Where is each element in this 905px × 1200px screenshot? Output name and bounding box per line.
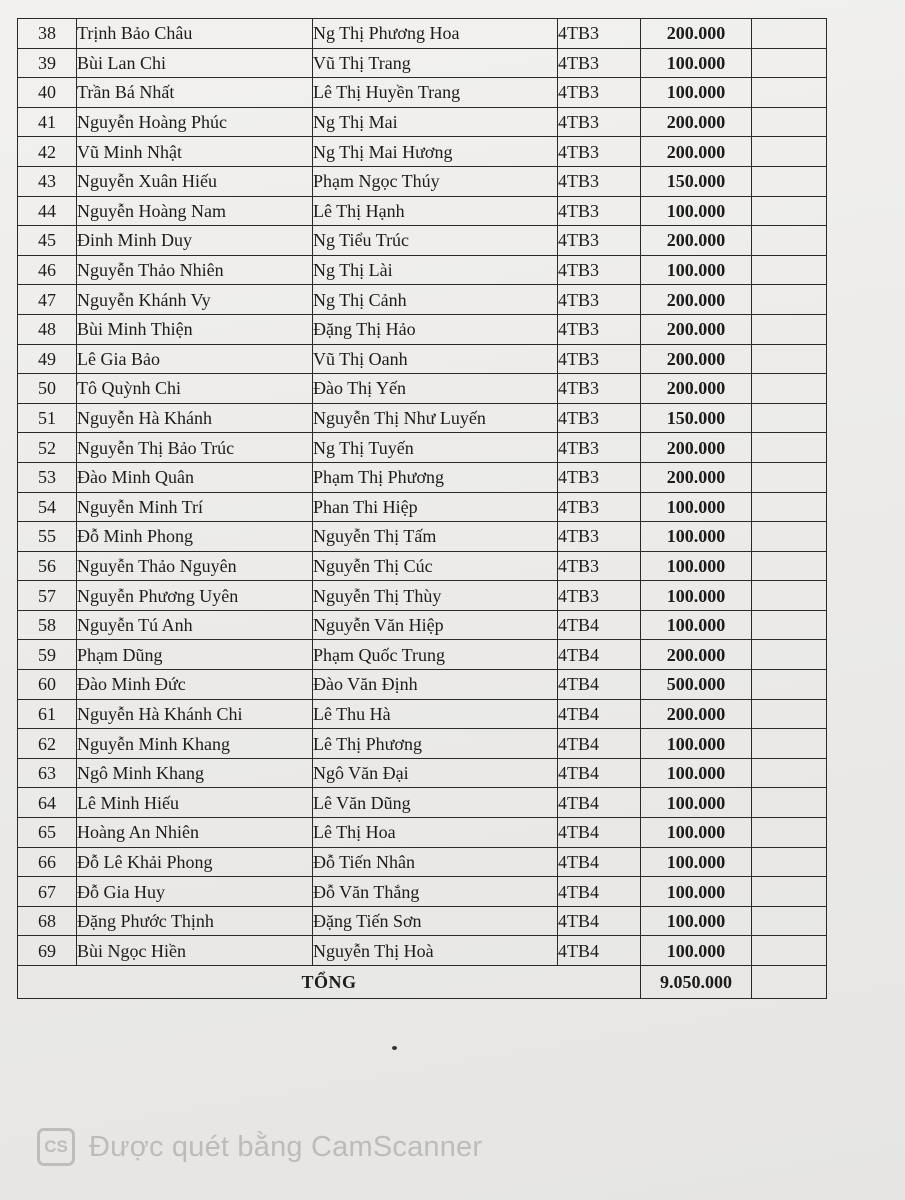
note-cell bbox=[752, 758, 827, 788]
table-row bbox=[18, 137, 827, 167]
row-number: 59 bbox=[18, 640, 77, 670]
table-row bbox=[18, 19, 827, 49]
amount: 150.000 bbox=[641, 166, 752, 196]
note-cell bbox=[752, 818, 827, 848]
parent-name: Phan Thi Hiệp bbox=[313, 492, 558, 522]
amount: 100.000 bbox=[641, 48, 752, 78]
amount: 100.000 bbox=[641, 877, 752, 907]
class-code: 4TB4 bbox=[558, 877, 641, 907]
amount: 200.000 bbox=[641, 137, 752, 167]
note-cell bbox=[752, 640, 827, 670]
parent-name: Lê Thị Hoa bbox=[313, 818, 558, 848]
contribution-table bbox=[17, 18, 827, 999]
student-name: Trịnh Bảo Châu bbox=[77, 19, 313, 49]
class-code: 4TB4 bbox=[558, 670, 641, 700]
table-row bbox=[18, 699, 827, 729]
note-cell bbox=[752, 226, 827, 256]
class-code: 4TB3 bbox=[558, 433, 641, 463]
class-code: 4TB3 bbox=[558, 48, 641, 78]
student-name: Trần Bá Nhất bbox=[77, 78, 313, 108]
class-code: 4TB4 bbox=[558, 758, 641, 788]
class-code: 4TB3 bbox=[558, 314, 641, 344]
class-code: 4TB4 bbox=[558, 610, 641, 640]
parent-name: Nguyễn Thị Như Luyến bbox=[313, 403, 558, 433]
note-cell bbox=[752, 670, 827, 700]
row-number: 39 bbox=[18, 48, 77, 78]
amount: 150.000 bbox=[641, 403, 752, 433]
class-code: 4TB3 bbox=[558, 285, 641, 315]
class-code: 4TB4 bbox=[558, 640, 641, 670]
row-number: 63 bbox=[18, 758, 77, 788]
table-row bbox=[18, 344, 827, 374]
ink-dot bbox=[392, 1046, 397, 1050]
note-cell bbox=[752, 877, 827, 907]
row-number: 64 bbox=[18, 788, 77, 818]
table-row bbox=[18, 107, 827, 137]
table-row bbox=[18, 610, 827, 640]
parent-name: Phạm Quốc Trung bbox=[313, 640, 558, 670]
class-code: 4TB3 bbox=[558, 226, 641, 256]
note-cell bbox=[752, 196, 827, 226]
table-row bbox=[18, 48, 827, 78]
table-row bbox=[18, 226, 827, 256]
amount: 100.000 bbox=[641, 758, 752, 788]
row-number: 52 bbox=[18, 433, 77, 463]
row-number: 53 bbox=[18, 462, 77, 492]
parent-name: Nguyễn Thị Cúc bbox=[313, 551, 558, 581]
table-row bbox=[18, 729, 827, 759]
student-name: Nguyễn Minh Khang bbox=[77, 729, 313, 759]
parent-name: Phạm Ngọc Thúy bbox=[313, 166, 558, 196]
table-row bbox=[18, 492, 827, 522]
note-cell bbox=[752, 344, 827, 374]
row-number: 61 bbox=[18, 699, 77, 729]
row-number: 44 bbox=[18, 196, 77, 226]
parent-name: Đào Văn Định bbox=[313, 670, 558, 700]
amount: 200.000 bbox=[641, 374, 752, 404]
parent-name: Đào Thị Yến bbox=[313, 374, 558, 404]
parent-name: Ng Tiểu Trúc bbox=[313, 226, 558, 256]
student-name: Phạm Dũng bbox=[77, 640, 313, 670]
note-cell bbox=[752, 966, 827, 999]
class-code: 4TB3 bbox=[558, 196, 641, 226]
class-code: 4TB4 bbox=[558, 906, 641, 936]
student-name: Đặng Phước Thịnh bbox=[77, 906, 313, 936]
class-code: 4TB3 bbox=[558, 166, 641, 196]
class-code: 4TB3 bbox=[558, 344, 641, 374]
student-name: Nguyễn Thị Bảo Trúc bbox=[77, 433, 313, 463]
student-name: Bùi Lan Chi bbox=[77, 48, 313, 78]
note-cell bbox=[752, 492, 827, 522]
table-row bbox=[18, 818, 827, 848]
table-row bbox=[18, 906, 827, 936]
parent-name: Đỗ Tiến Nhân bbox=[313, 847, 558, 877]
table-row bbox=[18, 758, 827, 788]
class-code: 4TB3 bbox=[558, 403, 641, 433]
table-row bbox=[18, 640, 827, 670]
amount: 200.000 bbox=[641, 107, 752, 137]
student-name: Nguyễn Thảo Nguyên bbox=[77, 551, 313, 581]
amount: 200.000 bbox=[641, 699, 752, 729]
row-number: 69 bbox=[18, 936, 77, 966]
camscanner-logo-icon: CS bbox=[37, 1128, 75, 1166]
student-name: Lê Minh Hiếu bbox=[77, 788, 313, 818]
amount: 100.000 bbox=[641, 906, 752, 936]
row-number: 38 bbox=[18, 19, 77, 49]
amount: 200.000 bbox=[641, 433, 752, 463]
class-code: 4TB3 bbox=[558, 19, 641, 49]
class-code: 4TB3 bbox=[558, 551, 641, 581]
parent-name: Lê Văn Dũng bbox=[313, 788, 558, 818]
note-cell bbox=[752, 936, 827, 966]
table-row bbox=[18, 166, 827, 196]
table-row bbox=[18, 522, 827, 552]
note-cell bbox=[752, 906, 827, 936]
note-cell bbox=[752, 403, 827, 433]
student-name: Đào Minh Đức bbox=[77, 670, 313, 700]
parent-name: Ng Thị Lài bbox=[313, 255, 558, 285]
student-name: Nguyễn Phương Uyên bbox=[77, 581, 313, 611]
student-name: Nguyễn Thảo Nhiên bbox=[77, 255, 313, 285]
amount: 100.000 bbox=[641, 492, 752, 522]
row-number: 50 bbox=[18, 374, 77, 404]
table-body bbox=[18, 19, 827, 999]
row-number: 66 bbox=[18, 847, 77, 877]
amount: 100.000 bbox=[641, 818, 752, 848]
row-number: 60 bbox=[18, 670, 77, 700]
student-name: Lê Gia Bảo bbox=[77, 344, 313, 374]
student-name: Nguyễn Minh Trí bbox=[77, 492, 313, 522]
note-cell bbox=[752, 462, 827, 492]
student-name: Đào Minh Quân bbox=[77, 462, 313, 492]
parent-name: Vũ Thị Oanh bbox=[313, 344, 558, 374]
row-number: 49 bbox=[18, 344, 77, 374]
total-label: TỔNG bbox=[18, 966, 641, 999]
parent-name: Lê Thị Hạnh bbox=[313, 196, 558, 226]
class-code: 4TB4 bbox=[558, 699, 641, 729]
amount: 100.000 bbox=[641, 936, 752, 966]
class-code: 4TB4 bbox=[558, 936, 641, 966]
note-cell bbox=[752, 522, 827, 552]
parent-name: Nguyễn Thị Thùy bbox=[313, 581, 558, 611]
parent-name: Lê Thị Phương bbox=[313, 729, 558, 759]
row-number: 54 bbox=[18, 492, 77, 522]
row-number: 68 bbox=[18, 906, 77, 936]
class-code: 4TB4 bbox=[558, 729, 641, 759]
row-number: 67 bbox=[18, 877, 77, 907]
total-value: 9.050.000 bbox=[641, 966, 752, 999]
row-number: 55 bbox=[18, 522, 77, 552]
parent-name: Đặng Thị Hảo bbox=[313, 314, 558, 344]
table-row bbox=[18, 670, 827, 700]
table-row bbox=[18, 551, 827, 581]
note-cell bbox=[752, 551, 827, 581]
parent-name: Ng Thị Cảnh bbox=[313, 285, 558, 315]
table-row bbox=[18, 196, 827, 226]
student-name: Đỗ Lê Khải Phong bbox=[77, 847, 313, 877]
amount: 100.000 bbox=[641, 78, 752, 108]
parent-name: Lê Thu Hà bbox=[313, 699, 558, 729]
table-row bbox=[18, 936, 827, 966]
class-code: 4TB3 bbox=[558, 462, 641, 492]
amount: 200.000 bbox=[641, 314, 752, 344]
amount: 100.000 bbox=[641, 551, 752, 581]
table-row bbox=[18, 462, 827, 492]
row-number: 57 bbox=[18, 581, 77, 611]
parent-name: Đặng Tiến Sơn bbox=[313, 906, 558, 936]
table-row bbox=[18, 285, 827, 315]
table-row bbox=[18, 78, 827, 108]
class-code: 4TB3 bbox=[558, 255, 641, 285]
parent-name: Nguyễn Văn Hiệp bbox=[313, 610, 558, 640]
note-cell bbox=[752, 166, 827, 196]
table-row bbox=[18, 403, 827, 433]
amount: 200.000 bbox=[641, 462, 752, 492]
note-cell bbox=[752, 610, 827, 640]
class-code: 4TB3 bbox=[558, 137, 641, 167]
student-name: Bùi Ngọc Hiền bbox=[77, 936, 313, 966]
row-number: 47 bbox=[18, 285, 77, 315]
student-name: Đinh Minh Duy bbox=[77, 226, 313, 256]
class-code: 4TB3 bbox=[558, 107, 641, 137]
student-name: Nguyễn Hà Khánh bbox=[77, 403, 313, 433]
table-row bbox=[18, 788, 827, 818]
class-code: 4TB4 bbox=[558, 847, 641, 877]
note-cell bbox=[752, 48, 827, 78]
amount: 100.000 bbox=[641, 581, 752, 611]
table-row bbox=[18, 314, 827, 344]
parent-name: Vũ Thị Trang bbox=[313, 48, 558, 78]
amount: 200.000 bbox=[641, 285, 752, 315]
student-name: Ngô Minh Khang bbox=[77, 758, 313, 788]
parent-name: Ngô Văn Đại bbox=[313, 758, 558, 788]
note-cell bbox=[752, 314, 827, 344]
amount: 100.000 bbox=[641, 729, 752, 759]
student-name: Nguyễn Hoàng Phúc bbox=[77, 107, 313, 137]
note-cell bbox=[752, 78, 827, 108]
amount: 200.000 bbox=[641, 19, 752, 49]
note-cell bbox=[752, 433, 827, 463]
parent-name: Nguyễn Thị Tấm bbox=[313, 522, 558, 552]
student-name: Tô Quỳnh Chi bbox=[77, 374, 313, 404]
row-number: 62 bbox=[18, 729, 77, 759]
note-cell bbox=[752, 374, 827, 404]
parent-name: Đỗ Văn Thắng bbox=[313, 877, 558, 907]
note-cell bbox=[752, 581, 827, 611]
row-number: 48 bbox=[18, 314, 77, 344]
amount: 200.000 bbox=[641, 226, 752, 256]
row-number: 41 bbox=[18, 107, 77, 137]
amount: 100.000 bbox=[641, 255, 752, 285]
table-row bbox=[18, 433, 827, 463]
note-cell bbox=[752, 729, 827, 759]
class-code: 4TB3 bbox=[558, 374, 641, 404]
table-row bbox=[18, 847, 827, 877]
row-number: 42 bbox=[18, 137, 77, 167]
row-number: 56 bbox=[18, 551, 77, 581]
parent-name: Phạm Thị Phương bbox=[313, 462, 558, 492]
amount: 100.000 bbox=[641, 788, 752, 818]
student-name: Nguyễn Hoàng Nam bbox=[77, 196, 313, 226]
amount: 100.000 bbox=[641, 196, 752, 226]
watermark-text: Được quét bằng CamScanner bbox=[89, 1130, 483, 1163]
camscanner-watermark bbox=[37, 1128, 482, 1166]
student-name: Vũ Minh Nhật bbox=[77, 137, 313, 167]
class-code: 4TB3 bbox=[558, 581, 641, 611]
parent-name: Lê Thị Huyền Trang bbox=[313, 78, 558, 108]
student-name: Bùi Minh Thiện bbox=[77, 314, 313, 344]
note-cell bbox=[752, 285, 827, 315]
row-number: 51 bbox=[18, 403, 77, 433]
parent-name: Ng Thị Tuyến bbox=[313, 433, 558, 463]
table-row bbox=[18, 581, 827, 611]
parent-name: Ng Thị Phương Hoa bbox=[313, 19, 558, 49]
row-number: 58 bbox=[18, 610, 77, 640]
note-cell bbox=[752, 847, 827, 877]
row-number: 65 bbox=[18, 818, 77, 848]
class-code: 4TB4 bbox=[558, 818, 641, 848]
table-row bbox=[18, 374, 827, 404]
student-name: Nguyễn Khánh Vy bbox=[77, 285, 313, 315]
class-code: 4TB3 bbox=[558, 522, 641, 552]
amount: 200.000 bbox=[641, 640, 752, 670]
student-name: Đỗ Gia Huy bbox=[77, 877, 313, 907]
parent-name: Ng Thị Mai bbox=[313, 107, 558, 137]
table-row bbox=[18, 877, 827, 907]
note-cell bbox=[752, 255, 827, 285]
parent-name: Ng Thị Mai Hương bbox=[313, 137, 558, 167]
amount: 200.000 bbox=[641, 344, 752, 374]
student-name: Nguyễn Xuân Hiếu bbox=[77, 166, 313, 196]
note-cell bbox=[752, 19, 827, 49]
class-code: 4TB3 bbox=[558, 492, 641, 522]
total-row bbox=[18, 966, 827, 999]
note-cell bbox=[752, 137, 827, 167]
amount: 100.000 bbox=[641, 610, 752, 640]
class-code: 4TB3 bbox=[558, 78, 641, 108]
row-number: 43 bbox=[18, 166, 77, 196]
note-cell bbox=[752, 107, 827, 137]
amount: 500.000 bbox=[641, 670, 752, 700]
parent-name: Nguyễn Thị Hoà bbox=[313, 936, 558, 966]
row-number: 45 bbox=[18, 226, 77, 256]
student-name: Nguyễn Tú Anh bbox=[77, 610, 313, 640]
amount: 100.000 bbox=[641, 847, 752, 877]
note-cell bbox=[752, 788, 827, 818]
note-cell bbox=[752, 699, 827, 729]
amount: 100.000 bbox=[641, 522, 752, 552]
row-number: 46 bbox=[18, 255, 77, 285]
table-row bbox=[18, 255, 827, 285]
student-name: Nguyễn Hà Khánh Chi bbox=[77, 699, 313, 729]
row-number: 40 bbox=[18, 78, 77, 108]
student-name: Đỗ Minh Phong bbox=[77, 522, 313, 552]
class-code: 4TB4 bbox=[558, 788, 641, 818]
student-name: Hoàng An Nhiên bbox=[77, 818, 313, 848]
